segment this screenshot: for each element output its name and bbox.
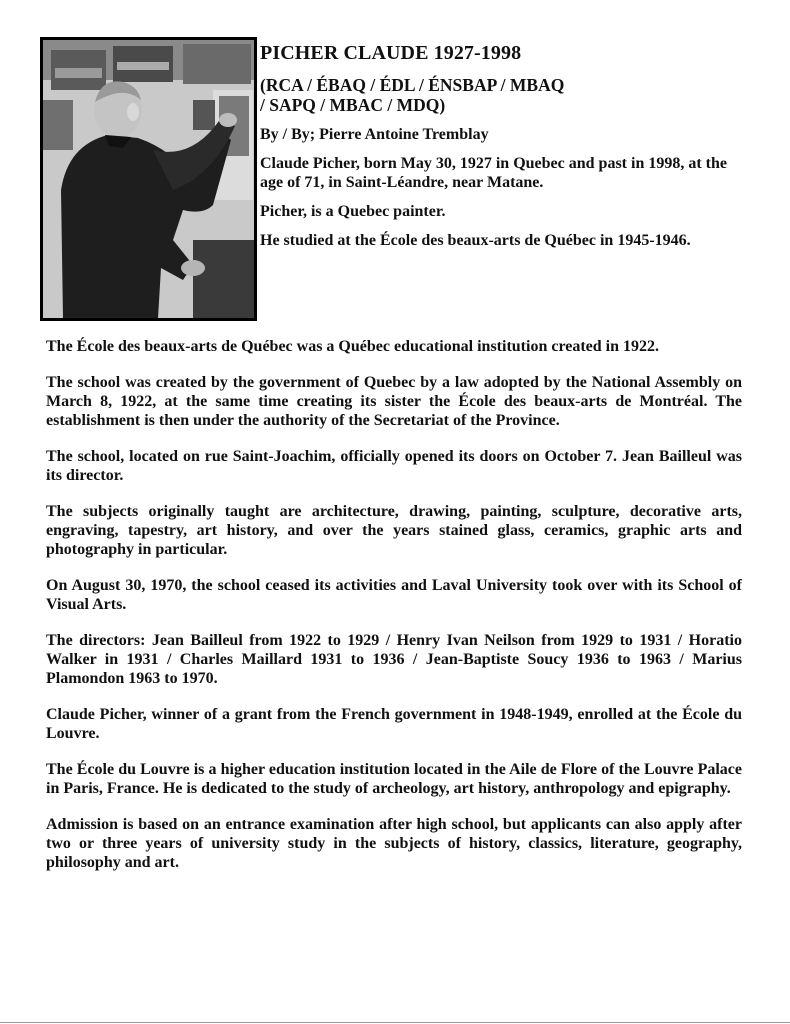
painter-photo-illustration [43,40,254,318]
body-paragraph-4: The subjects originally taught are architecture, drawing, painting, sculpture, decorative arts, engraving, tapestry, art history, and over the years stained glass, ceramics, graphic arts and photography in particular. [46,503,742,558]
body-paragraph-5: On August 30, 1970, the school ceased its activities and Laval University took over with its School of Visual Arts. [46,577,742,613]
affiliations [260,75,750,115]
affiliations-line-1: (RCA / ÉBAQ / ÉDL / ÉNSBAP / MBAQ [260,75,565,95]
intro-paragraph-1: Claude Picher, born May 30, 1927 in Quebec and past in 1998, at the age of 71, in Saint-Léandre, near Matane. [260,155,727,191]
body-paragraph-2: The school was created by the government of Quebec by a law adopted by the National Assembly on March 8, 1922, at the same time creating its sister the École des beaux-arts de Montréal. The establishment is then under the authority of the Secretariat of the Province. [46,374,742,429]
document-title: PICHER CLAUDE 1927-1998 [260,42,522,64]
body-paragraph-3: The school, located on rue Saint-Joachim, officially opened its doors on October 7. Jean Bailleul was its director. [46,448,742,484]
header-block [260,40,750,260]
intro-paragraph-3: He studied at the École des beaux-arts de Québec in 1945-1946. [260,232,691,249]
portrait-photo [40,37,257,321]
body-text [46,337,742,889]
affiliations-line-2: / SAPQ / MBAC / MDQ) [260,95,446,115]
intro-paragraph-2: Picher, is a Quebec painter. [260,203,446,220]
body-paragraph-6: The directors: Jean Bailleul from 1922 to 1929 / Henry Ivan Neilson from 1929 to 1931 / Horatio Walker in 1931 / Charles Maillard 1931 to 1936 / Jean-Baptiste Soucy 1936 to 1963 / Marius Plamondon 1963 to 1970. [46,632,742,687]
byline: By / By; Pierre Antoine Tremblay [260,126,489,143]
body-paragraph-8: The École du Louvre is a higher education institution located in the Aile de Flore of the Louvre Palace in Paris, France. He is dedicated to the study of archeology, art history, anthropology and epigraphy. [46,761,742,797]
body-paragraph-9: Admission is based on an entrance examination after high school, but applicants can also apply after two or three years of university study in the subjects of history, classics, literature, geography, philosophy and art. [46,816,742,871]
body-paragraph-7: Claude Picher, winner of a grant from the French government in 1948-1949, enrolled at the École du Louvre. [46,706,742,742]
page-bottom-rule [0,1022,790,1023]
body-paragraph-1: The École des beaux-arts de Québec was a Québec educational institution created in 1922. [46,338,660,355]
